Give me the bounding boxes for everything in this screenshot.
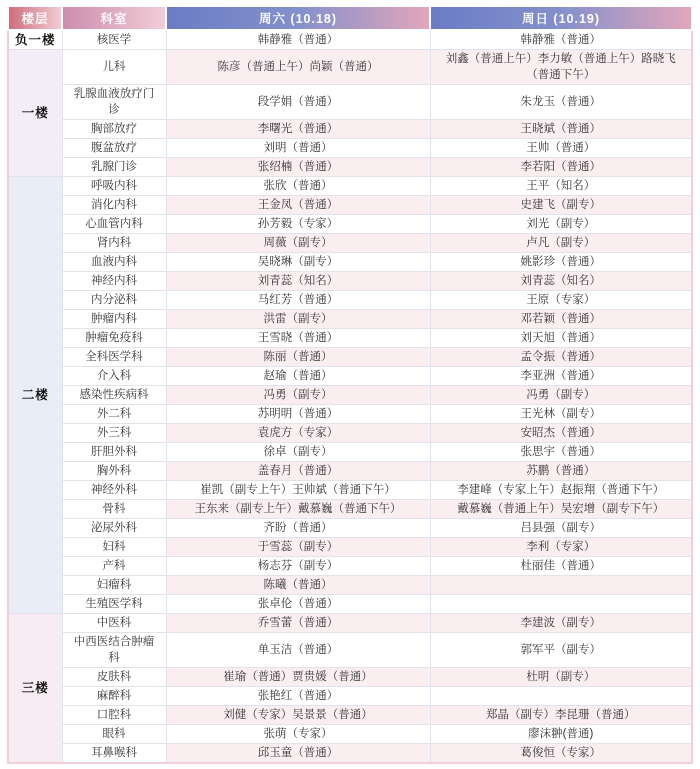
dept-cell: 乳腺门诊 [62,158,166,177]
saturday-cell: 刘明（普通） [166,139,430,158]
table-row [8,291,692,310]
dept-cell: 消化内科 [62,196,166,215]
table-row [8,519,692,538]
saturday-cell: 邱玉童（普通） [166,744,430,764]
dept-cell: 肿瘤免疫科 [62,329,166,348]
sunday-cell [430,687,692,706]
table-row [8,424,692,443]
table-row [8,557,692,576]
dept-cell: 全科医学科 [62,348,166,367]
saturday-cell: 于雪蕊（副专） [166,538,430,557]
dept-cell: 胸外科 [62,462,166,481]
dept-cell: 外三科 [62,424,166,443]
table-row [8,386,692,405]
dept-cell: 中西医结合肿瘤科 [62,633,166,668]
saturday-cell: 韩静雅（普通） [166,30,430,50]
schedule-body [8,30,692,763]
sunday-cell: 邓若颖（普通） [430,310,692,329]
table-row [8,310,692,329]
sunday-cell: 王原（专家） [430,291,692,310]
table-row [8,158,692,177]
saturday-cell: 王东来（副专上午）戴慕巍（普通下午） [166,500,430,519]
sunday-cell: 王光林（副专） [430,405,692,424]
dept-cell: 内分泌科 [62,291,166,310]
sunday-cell: 廖沫翀(普通) [430,725,692,744]
dept-cell: 耳鼻喉科 [62,744,166,764]
dept-cell: 儿科 [62,50,166,85]
sunday-cell: 戴慕巍（普通上午）吴宏增（副专下午） [430,500,692,519]
sunday-cell: 张思宇（普通） [430,443,692,462]
sunday-cell: 王平（知名） [430,177,692,196]
dept-cell: 外二科 [62,405,166,424]
sunday-cell [430,576,692,595]
saturday-cell: 杨志芬（副专） [166,557,430,576]
dept-cell: 心血管内科 [62,215,166,234]
sunday-cell: 王帅（普通） [430,139,692,158]
table-row [8,329,692,348]
sunday-cell: 朱龙玉（普通） [430,85,692,120]
table-row [8,462,692,481]
header-sunday: 周日 (10.19) [430,6,692,30]
saturday-cell: 吴晓琳（副专） [166,253,430,272]
dept-cell: 血液内科 [62,253,166,272]
sunday-cell: 姚影珍（普通） [430,253,692,272]
sunday-cell: 刘鑫（普通上午）李力敏（普通上午）路晓飞（普通下午） [430,50,692,85]
sunday-cell: 郭军平（副专） [430,633,692,668]
dept-cell: 腹盆放疗 [62,139,166,158]
table-row [8,405,692,424]
sunday-cell: 杜明（副专） [430,668,692,687]
sunday-cell: 孟令振（普通） [430,348,692,367]
saturday-cell: 陈丽（普通） [166,348,430,367]
saturday-cell: 段学娟（普通） [166,85,430,120]
sunday-cell: 李若阳（普通） [430,158,692,177]
dept-cell: 肾内科 [62,234,166,253]
saturday-cell: 单玉洁（普通） [166,633,430,668]
saturday-cell: 盖春月（普通） [166,462,430,481]
dept-cell: 感染性疾病科 [62,386,166,405]
sunday-cell: 郑晶（副专）李昆珊（普通） [430,706,692,725]
dept-cell: 泌尿外科 [62,519,166,538]
sunday-cell: 李建波（副专） [430,614,692,633]
header-dept: 科室 [62,6,166,30]
table-row [8,668,692,687]
sunday-cell: 卢凡（副专） [430,234,692,253]
dept-cell: 乳腺血液放疗门诊 [62,85,166,120]
saturday-cell: 王雪晓（普通） [166,329,430,348]
header-floor: 楼层 [8,6,62,30]
table-row [8,85,692,120]
dept-cell: 肿瘤内科 [62,310,166,329]
table-row [8,348,692,367]
dept-cell: 呼吸内科 [62,177,166,196]
saturday-cell: 孙芳毅（专家） [166,215,430,234]
saturday-cell: 马红芳（普通） [166,291,430,310]
sunday-cell: 韩静雅（普通） [430,30,692,50]
table-row [8,215,692,234]
dept-cell: 妇瘤科 [62,576,166,595]
table-row [8,30,692,50]
saturday-cell: 李曙光（普通） [166,120,430,139]
table-row [8,744,692,764]
header-saturday: 周六 (10.18) [166,6,430,30]
saturday-cell: 崔瑜（普通）贾贵媛（普通） [166,668,430,687]
dept-cell: 口腔科 [62,706,166,725]
sunday-cell: 杜丽佳（普通） [430,557,692,576]
duty-schedule-table [7,5,693,764]
dept-cell: 眼科 [62,725,166,744]
table-row [8,687,692,706]
table-row [8,633,692,668]
saturday-cell: 张欣（普通） [166,177,430,196]
sunday-cell: 葛俊恒（专家） [430,744,692,764]
dept-cell: 介入科 [62,367,166,386]
floor-cell: 负一楼 [8,30,62,50]
sunday-cell: 李利（专家） [430,538,692,557]
saturday-cell: 赵瑜（普通） [166,367,430,386]
dept-cell: 皮肤科 [62,668,166,687]
sunday-cell: 冯勇（副专） [430,386,692,405]
dept-cell: 妇科 [62,538,166,557]
saturday-cell: 冯勇（副专） [166,386,430,405]
sunday-cell: 吕县强（副专） [430,519,692,538]
saturday-cell: 张绍楠（普通） [166,158,430,177]
table-row [8,253,692,272]
saturday-cell: 周薇（副专） [166,234,430,253]
sunday-cell: 刘青蕊（知名） [430,272,692,291]
saturday-cell: 张艳红（普通） [166,687,430,706]
table-row [8,725,692,744]
table-row [8,272,692,291]
saturday-cell: 苏明明（普通） [166,405,430,424]
saturday-cell: 齐盼（普通） [166,519,430,538]
dept-cell: 核医学 [62,30,166,50]
dept-cell: 胸部放疗 [62,120,166,139]
floor-cell: 二楼 [8,177,62,614]
dept-cell: 麻醉科 [62,687,166,706]
table-row [8,481,692,500]
floor-cell: 一楼 [8,50,62,177]
sunday-cell: 李亚洲（普通） [430,367,692,386]
sunday-cell: 苏鹏（普通） [430,462,692,481]
sunday-cell: 王晓斌（普通） [430,120,692,139]
sunday-cell: 史建飞（副专） [430,196,692,215]
dept-cell: 神经外科 [62,481,166,500]
saturday-cell: 王金凤（普通） [166,196,430,215]
sunday-cell: 安昭杰（普通） [430,424,692,443]
dept-cell: 肝胆外科 [62,443,166,462]
table-row [8,120,692,139]
saturday-cell: 陈彦（普通上午）尚颖（普通） [166,50,430,85]
table-row [8,706,692,725]
sunday-cell: 刘光（副专） [430,215,692,234]
dept-cell: 产科 [62,557,166,576]
floor-cell: 三楼 [8,614,62,764]
table-row [8,500,692,519]
table-row [8,139,692,158]
saturday-cell: 刘青蕊（知名） [166,272,430,291]
saturday-cell: 刘健（专家）吴景景（普通） [166,706,430,725]
dept-cell: 中医科 [62,614,166,633]
saturday-cell: 徐卓（副专） [166,443,430,462]
header-row [8,6,692,30]
saturday-cell: 张卓伦（普通） [166,595,430,614]
saturday-cell: 崔凯（副专上午）王帅斌（普通下午） [166,481,430,500]
dept-cell: 生殖医学科 [62,595,166,614]
table-row [8,576,692,595]
table-row [8,443,692,462]
saturday-cell: 乔雪蕾（普通） [166,614,430,633]
dept-cell: 神经内科 [62,272,166,291]
saturday-cell: 袁虎方（专家） [166,424,430,443]
saturday-cell: 洪雷（副专） [166,310,430,329]
saturday-cell: 陈曦（普通） [166,576,430,595]
table-row [8,50,692,85]
sunday-cell [430,595,692,614]
sunday-cell: 李建峰（专家上午）赵振翔（普通下午） [430,481,692,500]
table-row [8,595,692,614]
table-row [8,177,692,196]
table-row [8,234,692,253]
table-row [8,538,692,557]
table-row [8,614,692,633]
table-row [8,367,692,386]
dept-cell: 骨科 [62,500,166,519]
saturday-cell: 张萌（专家） [166,725,430,744]
sunday-cell: 刘天旭（普通） [430,329,692,348]
table-row [8,196,692,215]
